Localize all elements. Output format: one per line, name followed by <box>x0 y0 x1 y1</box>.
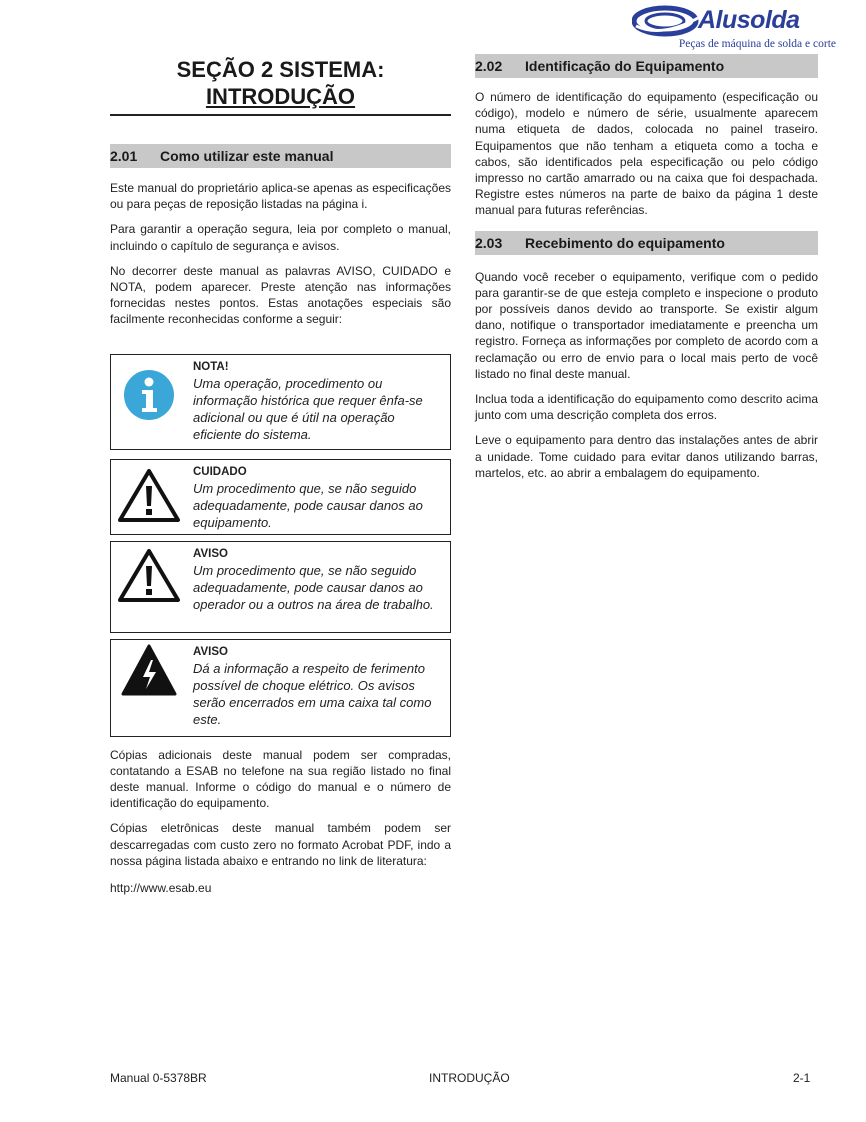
notice-label: CUIDADO <box>193 465 247 478</box>
electric-warning-box <box>110 639 451 737</box>
paragraph: O número de identificação do equipamento (especificação ou código), modelo e número de série, usualmente aparecem numa etiqueta de dados, colocada no painel traseiro. Equipamentos que não tenham a etiqueta como a tocha e cabos, são identificados pela especificação ou pelo código impresso no cartão amarrado ou na caixa que foi despachada. Registre estes números na parte de baixo da página 1 deste manual para futuras referências. <box>475 90 818 218</box>
notice-text: Uma operação, procedimento ou informação histórica que requer ênfa-se adicional ou que é útil na operação eficiente do sistema. <box>193 375 423 442</box>
notice-label: AVISO <box>193 645 228 658</box>
warning-triangle-icon <box>117 468 181 524</box>
paragraph: Para garantir a operação segura, leia por completo o manual, incluindo o capítulo de segurança e avisos. <box>110 222 451 253</box>
paragraph: No decorrer deste manual as palavras AVISO, CUIDADO e NOTA, podem aparecer. Preste atenção nas informações fornecidas nestes pontos. Estas anotações especiais são facilmente reconhecidas conforme a seguir: <box>110 263 451 327</box>
section-number: 2.01 <box>110 148 138 164</box>
logo-brand-name: Alusolda <box>698 6 800 34</box>
notice-text: Um procedimento que, se não seguido adequadamente, pode causar danos ao equipamento. <box>193 480 423 530</box>
footer-section-name: INTRODUÇÃO <box>429 1071 510 1085</box>
paragraph: Este manual do proprietário aplica-se apenas as especificações ou para peças de reposição listadas na página i. <box>110 181 451 212</box>
section-number: 2.03 <box>475 234 503 251</box>
note-box <box>110 354 451 450</box>
page-title <box>110 56 451 116</box>
title-line-2: INTRODUÇÃO <box>205 84 356 109</box>
section-title: Como utilizar este manual <box>160 148 334 164</box>
section-heading-2-03 <box>475 231 818 255</box>
footer-manual-code: Manual 0-5378BR <box>110 1071 207 1085</box>
paragraph: Inclua toda a identificação do equipamento como descrito acima junto com uma descrição completa dos erros. <box>475 392 818 423</box>
section-title: Identificação do Equipamento <box>525 58 725 74</box>
notice-label: NOTA! <box>193 360 229 373</box>
paragraph: Cópias eletrônicas deste manual também podem ser descarregadas com custo zero no formato Acrobat PDF, indo a nossa página listada abaixo e entrando no link de literatura: <box>110 821 451 868</box>
logo-swoosh-icon <box>632 4 702 40</box>
notice-label: AVISO <box>193 547 228 560</box>
website-link[interactable]: http://www.esab.eu <box>110 881 212 896</box>
right-column <box>475 54 818 481</box>
section-number: 2.02 <box>475 58 503 74</box>
notice-text: Um procedimento que, se não seguido adequadamente, pode causar danos ao operador ou a outros na área de trabalho. <box>193 562 434 612</box>
paragraph: Cópias adicionais deste manual podem ser compradas, contatando a ESAB no telefone na sua região listado no final deste manual. Informe o código do manual e o número de identificação do equipamento. <box>110 747 451 811</box>
warning-triangle-icon <box>117 548 181 604</box>
info-icon <box>123 369 175 421</box>
footer-page-number: 2-1 <box>793 1071 811 1085</box>
caution-box <box>110 459 451 535</box>
notice-text: Dá a informação a respeito de ferimento possível de choque elétrico. Os avisos serão encerrados em uma caixa tal como este. <box>193 660 432 727</box>
section-heading-2-01 <box>110 144 451 168</box>
paragraph: Leve o equipamento para dentro das instalações antes de abrir a unidade. Tome cuidado para evitar danos utilizando barras, martelos, etc. ao abrir a embalagem do equipamento. <box>475 433 818 480</box>
brand-logo <box>632 4 836 56</box>
title-line-1: SEÇÃO 2 SISTEMA: <box>176 57 385 82</box>
logo-tagline: Peças de máquina de solda e corte <box>678 38 836 50</box>
electric-shock-icon <box>121 644 177 698</box>
warning-box <box>110 541 451 633</box>
left-column <box>110 56 451 896</box>
section-title: Recebimento do equipamento <box>525 234 725 251</box>
section-heading-2-02 <box>475 54 818 78</box>
paragraph: Quando você receber o equipamento, verifique com o pedido para garantir-se de que esteja completo e inspecione o produto por possíveis danos devido ao transporte. Se existir algum dano, notifique o transportador imediatamente e preencha um registro. Forneça as informações por completo de acordo com a reclamação ou erro de envio para o local mais perto de você listado no final deste manual. <box>475 269 818 381</box>
